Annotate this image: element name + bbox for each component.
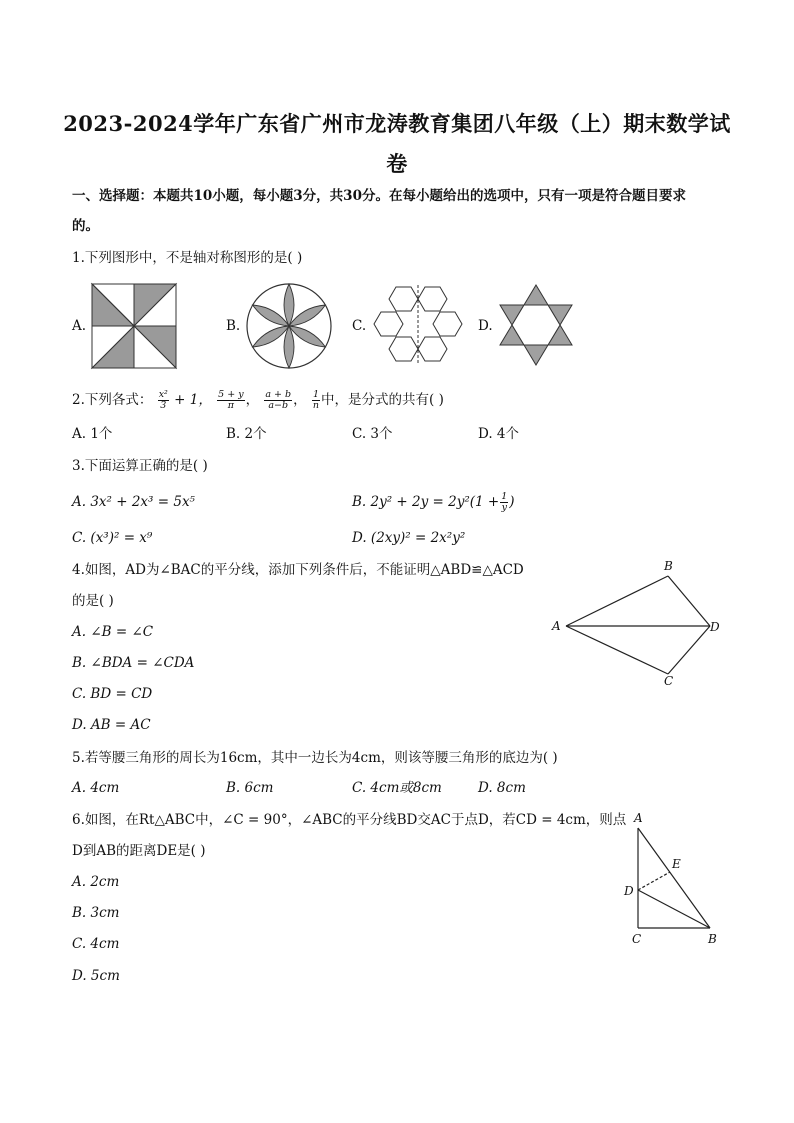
- q6-label-d: D: [624, 884, 634, 898]
- q6-right-triangle-diagram: [620, 810, 726, 950]
- q3-option-b-post: ): [509, 494, 515, 510]
- title-line-2: 卷: [386, 151, 408, 176]
- q3-option-c[interactable]: C. (x³)² = x⁹: [72, 530, 153, 546]
- q4-label-b: B: [664, 559, 673, 573]
- q6-stem-line-2: D到AB的距离DE是( ): [72, 843, 206, 859]
- q1-option-a[interactable]: A.: [72, 318, 87, 334]
- section-header-line-2: 的。: [72, 218, 99, 234]
- q2-prefix: 2.下列各式：: [72, 392, 153, 408]
- q6-option-b[interactable]: B. 3cm: [72, 905, 120, 921]
- q2-sep-2: ，: [293, 392, 307, 408]
- q3-b-numerator: 1: [501, 491, 508, 502]
- q2-fraction-2: [217, 390, 244, 411]
- q2-fraction-4: [312, 390, 320, 411]
- q2-fraction-3: [264, 390, 292, 411]
- title-line-1: 2023-2024学年广东省广州市龙涛教育集团八年级（上）期末数学试: [63, 111, 731, 136]
- q2-f3-denominator: a−b: [268, 400, 289, 411]
- q2-f4-denominator: n: [312, 400, 320, 411]
- q3-option-b-pre: B. 2y² + 2y = 2y²(1 +: [352, 494, 500, 510]
- q4-kite-diagram: [552, 558, 722, 690]
- section-header-line-1: 一、选择题：本题共10小题，每小题3分，共30分。在每小题给出的选项中，只有一项是符合题目要求: [72, 188, 686, 204]
- q2-f3-numerator: a + b: [265, 389, 292, 400]
- q2-f1-numerator: x²: [158, 389, 168, 400]
- flower-circle-figure: [246, 283, 332, 369]
- q3-b-denominator: y: [501, 502, 507, 513]
- q5-option-d[interactable]: D. 8cm: [478, 780, 526, 796]
- q4-option-b[interactable]: B. ∠BDA = ∠CDA: [72, 655, 195, 671]
- q2-suffix: 中，是分式的共有( ): [321, 392, 444, 408]
- q6-option-c[interactable]: C. 4cm: [72, 936, 120, 952]
- q6-option-a[interactable]: A. 2cm: [72, 874, 120, 890]
- q4-option-a[interactable]: A. ∠B = ∠C: [72, 624, 154, 640]
- q3-stem: 3.下面运算正确的是( ): [72, 458, 208, 474]
- q2-sep-1: ，: [245, 392, 260, 408]
- q5-option-c[interactable]: C. 4cm或8cm: [352, 780, 442, 796]
- q2-option-a[interactable]: A. 1个: [72, 426, 113, 442]
- q4-option-d[interactable]: D. AB = AC: [72, 717, 151, 733]
- q3-option-d[interactable]: D. (2xy)² = 2x²y²: [352, 530, 466, 546]
- q5-stem: 5.若等腰三角形的周长为16cm，其中一边长为4cm，则该等腰三角形的底边为( ): [72, 750, 558, 766]
- q2-f2-numerator: 5 + y: [218, 389, 244, 400]
- q2-f2-denominator: π: [227, 400, 234, 411]
- q2-f1-denominator: 3: [160, 400, 167, 411]
- q2-f4-numerator: 1: [312, 389, 319, 400]
- q5-option-a[interactable]: A. 4cm: [72, 780, 120, 796]
- q2-fraction-1: [158, 390, 169, 411]
- q3-option-b[interactable]: [352, 492, 515, 513]
- q4-stem-line-1: 4.如图，AD为∠BAC的平分线，添加下列条件后，不能证明△ABD≌△ACD: [72, 562, 524, 578]
- q6-label-c: C: [632, 932, 642, 946]
- six-point-star-figure: [498, 283, 574, 367]
- q2-option-d[interactable]: D. 4个: [478, 426, 520, 442]
- q1-option-c[interactable]: C.: [352, 318, 367, 334]
- q4-label-a: A: [552, 619, 561, 633]
- q6-option-d[interactable]: D. 5cm: [72, 968, 120, 984]
- q4-stem-line-2: 的是( ): [72, 593, 114, 609]
- q1-option-b[interactable]: B.: [226, 318, 241, 334]
- q6-label-e: E: [672, 857, 681, 871]
- q6-label-b: B: [708, 932, 717, 946]
- q3-option-a[interactable]: A. 3x² + 2x³ = 5x⁵: [72, 494, 195, 510]
- q1-option-d[interactable]: D.: [478, 318, 493, 334]
- q2-term-1: + 1，: [174, 392, 212, 408]
- page-title: [60, 104, 734, 184]
- q6-label-a: A: [634, 811, 643, 825]
- q1-stem: 1.下列图形中，不是轴对称图形的是( ): [72, 250, 303, 266]
- q3-option-b-fraction: [500, 492, 508, 513]
- q6-stem-line-1: 6.如图，在Rt△ABC中，∠C = 90°，∠ABC的平分线BD交AC于点D，若CD = 4cm，则点: [72, 812, 627, 828]
- hexagon-cluster-figure: [372, 285, 464, 365]
- q4-option-c[interactable]: C. BD = CD: [72, 686, 153, 702]
- q4-label-d: D: [710, 620, 720, 634]
- q2-option-b[interactable]: B. 2个: [226, 426, 267, 442]
- q2-option-c[interactable]: C. 3个: [352, 426, 393, 442]
- q5-option-b[interactable]: B. 6cm: [226, 780, 274, 796]
- q4-label-c: C: [664, 674, 674, 688]
- q2-stem: [72, 390, 444, 411]
- pinwheel-figure: [92, 284, 176, 368]
